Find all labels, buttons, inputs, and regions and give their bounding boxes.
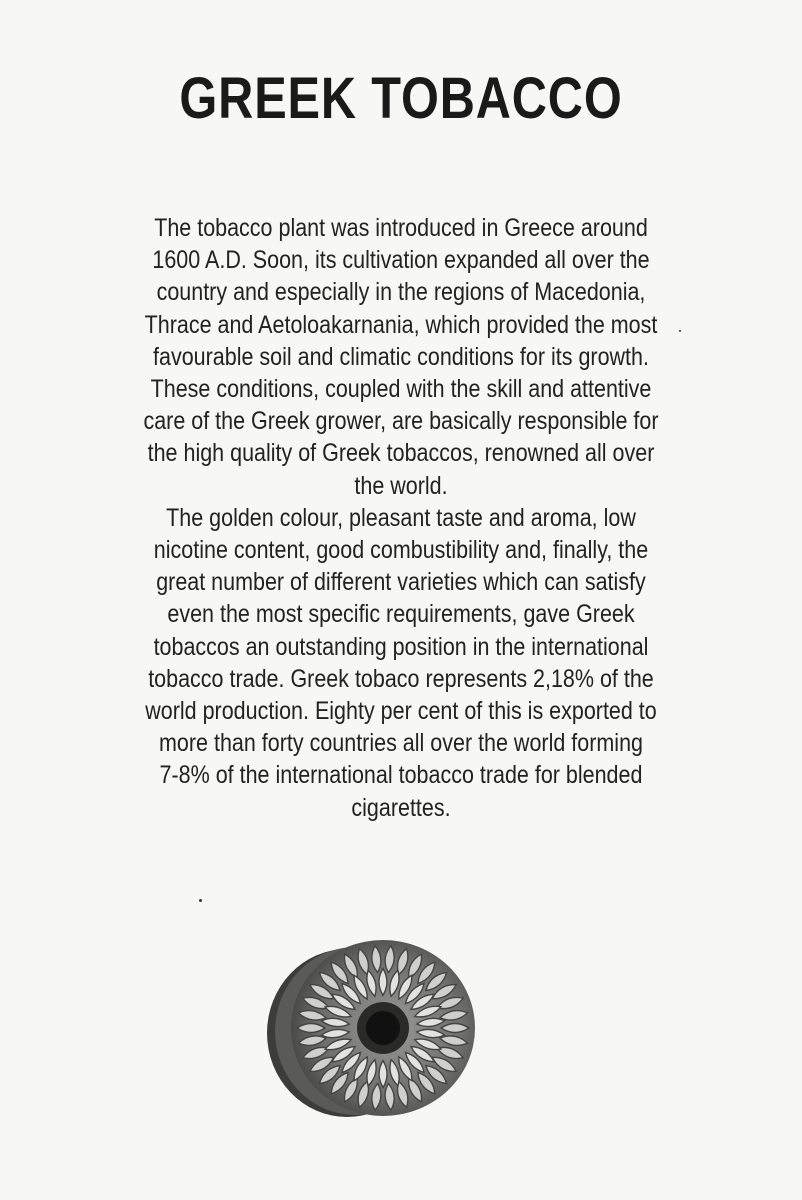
print-speck: [679, 330, 681, 332]
text-line: cigarettes.: [351, 793, 451, 822]
page-title: GREEK TOBACCO: [179, 66, 623, 131]
text-line: tobaccos an outstanding position in the international: [153, 632, 649, 661]
text-line: even the most specific requirements, gave Greek: [167, 600, 635, 629]
text-line: more than forty countries all over the world forming: [159, 729, 643, 758]
text-line: These conditions, coupled with the skill and attentive: [150, 375, 652, 404]
text-line: care of the Greek grower, are basically responsible for: [143, 407, 659, 436]
print-speck: [199, 899, 202, 902]
text-line: world production. Eighty per cent of this is exported to: [145, 697, 657, 726]
text-line: the high quality of Greek tobaccos, renowned all over: [147, 439, 655, 468]
text-line: The golden colour, pleasant taste and aroma, low: [166, 503, 636, 532]
text-line: favourable soil and climatic conditions for its growth.: [153, 342, 649, 371]
text-line: 1600 A.D. Soon, its cultivation expanded all over the: [152, 246, 650, 275]
text-line: Thrace and Aetoloakarnania, which provided the most: [144, 310, 658, 339]
text-line: the world.: [354, 471, 448, 500]
tobacco-leaf-bundle-image: [255, 935, 480, 1125]
text-line: The tobacco plant was introduced in Greece around: [154, 214, 648, 242]
text-line: tobacco trade. Greek tobaco represents 2,18% of the: [148, 664, 654, 693]
text-line: 7-8% of the international tobacco trade for blended: [159, 761, 643, 790]
body-text: [40, 212, 762, 824]
text-line: great number of different varieties which can satisfy: [156, 568, 646, 597]
text-line: country and especially in the regions of Macedonia,: [156, 278, 646, 307]
text-line: nicotine content, good combustibility and, finally, the: [153, 536, 649, 565]
